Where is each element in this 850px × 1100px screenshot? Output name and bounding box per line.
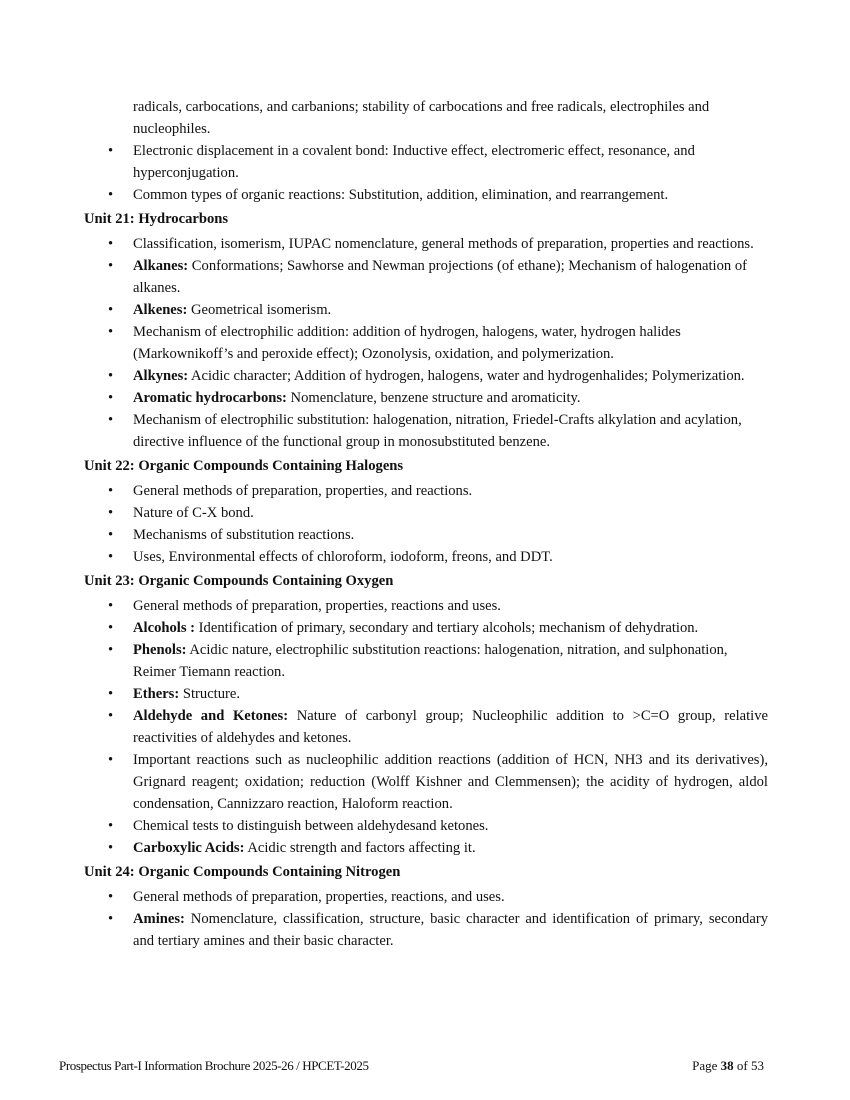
list-item <box>84 184 768 206</box>
page-number-label <box>692 1058 764 1074</box>
intro-list <box>84 96 768 206</box>
item-text: Common types of organic reactions: Substitution, addition, elimination, and rearrangement. <box>133 187 669 203</box>
list-item <box>84 705 768 749</box>
footer-title: Prospectus Part-I Information Brochure 2025-26 / HPCET-2025 <box>59 1058 369 1073</box>
item-text: Acidic strength and factors affecting it. <box>244 840 476 856</box>
list-item <box>84 886 768 908</box>
bullet-icon: • <box>108 412 114 428</box>
item-lead-term: Alkynes: <box>133 368 189 384</box>
unit-topic-list <box>84 595 768 859</box>
unit-section <box>84 455 768 568</box>
unit-heading: Unit 24: Organic Compounds Containing Nitrogen <box>84 864 401 880</box>
bullet-icon: • <box>108 324 114 340</box>
bullet-icon: • <box>108 143 114 159</box>
bullet-icon: • <box>108 483 114 499</box>
bullet-icon: • <box>108 302 114 318</box>
unit-topic-list <box>84 480 768 568</box>
list-item <box>84 140 768 184</box>
bullet-icon: • <box>108 549 114 565</box>
item-lead-term: Aldehyde and Ketones: <box>133 708 289 724</box>
units-container <box>84 208 768 952</box>
item-text: Mechanism of electrophilic addition: addition of hydrogen, halogens, water, hydrogen halides (Markownikoff’s and peroxide effect); Ozonolysis, oxidation, and polymerization. <box>133 324 681 362</box>
item-text: radicals, carbocations, and carbanions; stability of carbocations and free radicals, electrophiles and nucleophiles. <box>133 99 710 137</box>
item-text: General methods of preparation, properties, reactions, and uses. <box>133 889 505 905</box>
bullet-icon: • <box>108 236 114 252</box>
item-text: Nomenclature, benzene structure and aromaticity. <box>286 390 581 406</box>
item-text: Important reactions such as nucleophilic addition reactions (addition of HCN, NH3 and its derivatives), Grignard reagent; oxidation; reduction (Wolff Kishner and Clemmensen); the acidity of hydrogen, aldol condensation, Cannizzaro reaction, Haloform reaction. <box>133 752 768 812</box>
item-text: Mechanism of electrophilic substitution: halogenation, nitration, Friedel-Crafts alkylation and acylation, directive influence of the functional group in monosubstituted benzene. <box>133 412 742 450</box>
unit-topic-list <box>84 233 768 453</box>
item-text: General methods of preparation, properties, and reactions. <box>133 483 473 499</box>
item-text: Structure. <box>179 686 241 702</box>
unit-topic-list <box>84 886 768 952</box>
unit-section <box>84 570 768 859</box>
item-lead-term: Aromatic hydrocarbons: <box>133 390 287 406</box>
list-item <box>84 639 768 683</box>
item-lead-term: Carboxylic Acids: <box>133 840 245 856</box>
item-lead-term: Alcohols : <box>133 620 196 636</box>
document-body <box>84 96 768 952</box>
bullet-icon: • <box>108 818 114 834</box>
unit-heading: Unit 23: Organic Compounds Containing Oxygen <box>84 573 394 589</box>
current-page: 38 <box>720 1058 734 1073</box>
list-item <box>84 595 768 617</box>
list-item <box>84 480 768 502</box>
item-lead-term: Ethers: <box>133 686 180 702</box>
bullet-icon: • <box>108 620 114 636</box>
item-lead-term: Amines: <box>133 911 185 927</box>
item-text: Nature of carbonyl group; Nucleophilic addition to >C=O group, relative reactivities of aldehydes and ketones. <box>133 708 768 746</box>
unit-section <box>84 208 768 453</box>
bullet-icon: • <box>108 889 114 905</box>
list-item <box>84 409 768 453</box>
list-item <box>84 321 768 365</box>
list-item <box>84 749 768 815</box>
item-text: Acidic character; Addition of hydrogen, halogens, water and hydrogenhalides; Polymerization. <box>188 368 745 384</box>
item-text: Electronic displacement in a covalent bond: Inductive effect, electromeric effect, resonance, and hyperconjugation. <box>133 143 695 181</box>
unit-heading: Unit 22: Organic Compounds Containing Halogens <box>84 458 404 474</box>
list-item <box>84 299 768 321</box>
item-text: Geometrical isomerism. <box>187 302 332 318</box>
list-item <box>84 546 768 568</box>
item-text: Uses, Environmental effects of chloroform, iodoform, freons, and DDT. <box>133 549 553 565</box>
list-item <box>84 365 768 387</box>
item-text: Chemical tests to distinguish between aldehydesand ketones. <box>133 818 489 834</box>
page-footer <box>59 1058 764 1074</box>
bullet-icon: • <box>108 390 114 406</box>
page-prefix: Page <box>692 1058 721 1073</box>
item-lead-term: Phenols: <box>133 642 187 658</box>
bullet-icon: • <box>108 368 114 384</box>
item-text: Mechanisms of substitution reactions. <box>133 527 355 543</box>
bullet-icon: • <box>108 708 114 724</box>
list-item <box>84 96 768 140</box>
item-text: Conformations; Sawhorse and Newman projections (of ethane); Mechanism of halogenation of alkanes. <box>133 258 748 296</box>
unit-heading: Unit 21: Hydrocarbons <box>84 211 229 227</box>
page-suffix: of 53 <box>733 1058 764 1073</box>
unit-section <box>84 861 768 952</box>
list-item <box>84 524 768 546</box>
bullet-icon: • <box>108 258 114 274</box>
bullet-icon: • <box>108 840 114 856</box>
list-item <box>84 233 768 255</box>
bullet-icon: • <box>108 642 114 658</box>
item-lead-term: Alkanes: <box>133 258 189 274</box>
item-text: Classification, isomerism, IUPAC nomenclature, general methods of preparation, properties and reactions. <box>133 236 754 252</box>
list-item <box>84 908 768 952</box>
bullet-icon: • <box>108 911 114 927</box>
bullet-icon: • <box>108 686 114 702</box>
bullet-icon: • <box>108 187 114 203</box>
bullet-icon: • <box>108 505 114 521</box>
item-text: Nature of C-X bond. <box>133 505 254 521</box>
item-text: Nomenclature, classification, structure, basic character and identification of primary, secondary and tertiary amines and their basic character. <box>133 911 768 949</box>
bullet-icon: • <box>108 752 114 768</box>
list-item <box>84 502 768 524</box>
list-item <box>84 683 768 705</box>
list-item <box>84 837 768 859</box>
bullet-icon: • <box>108 527 114 543</box>
item-text: General methods of preparation, properties, reactions and uses. <box>133 598 501 614</box>
bullet-icon: • <box>108 598 114 614</box>
list-item <box>84 387 768 409</box>
item-text: Acidic nature, electrophilic substitution reactions: halogenation, nitration, and sulphonation, Reimer Tiemann reaction. <box>133 642 728 680</box>
list-item <box>84 815 768 837</box>
item-lead-term: Alkenes: <box>133 302 188 318</box>
item-text: Identification of primary, secondary and tertiary alcohols; mechanism of dehydration. <box>195 620 699 636</box>
list-item <box>84 617 768 639</box>
list-item <box>84 255 768 299</box>
